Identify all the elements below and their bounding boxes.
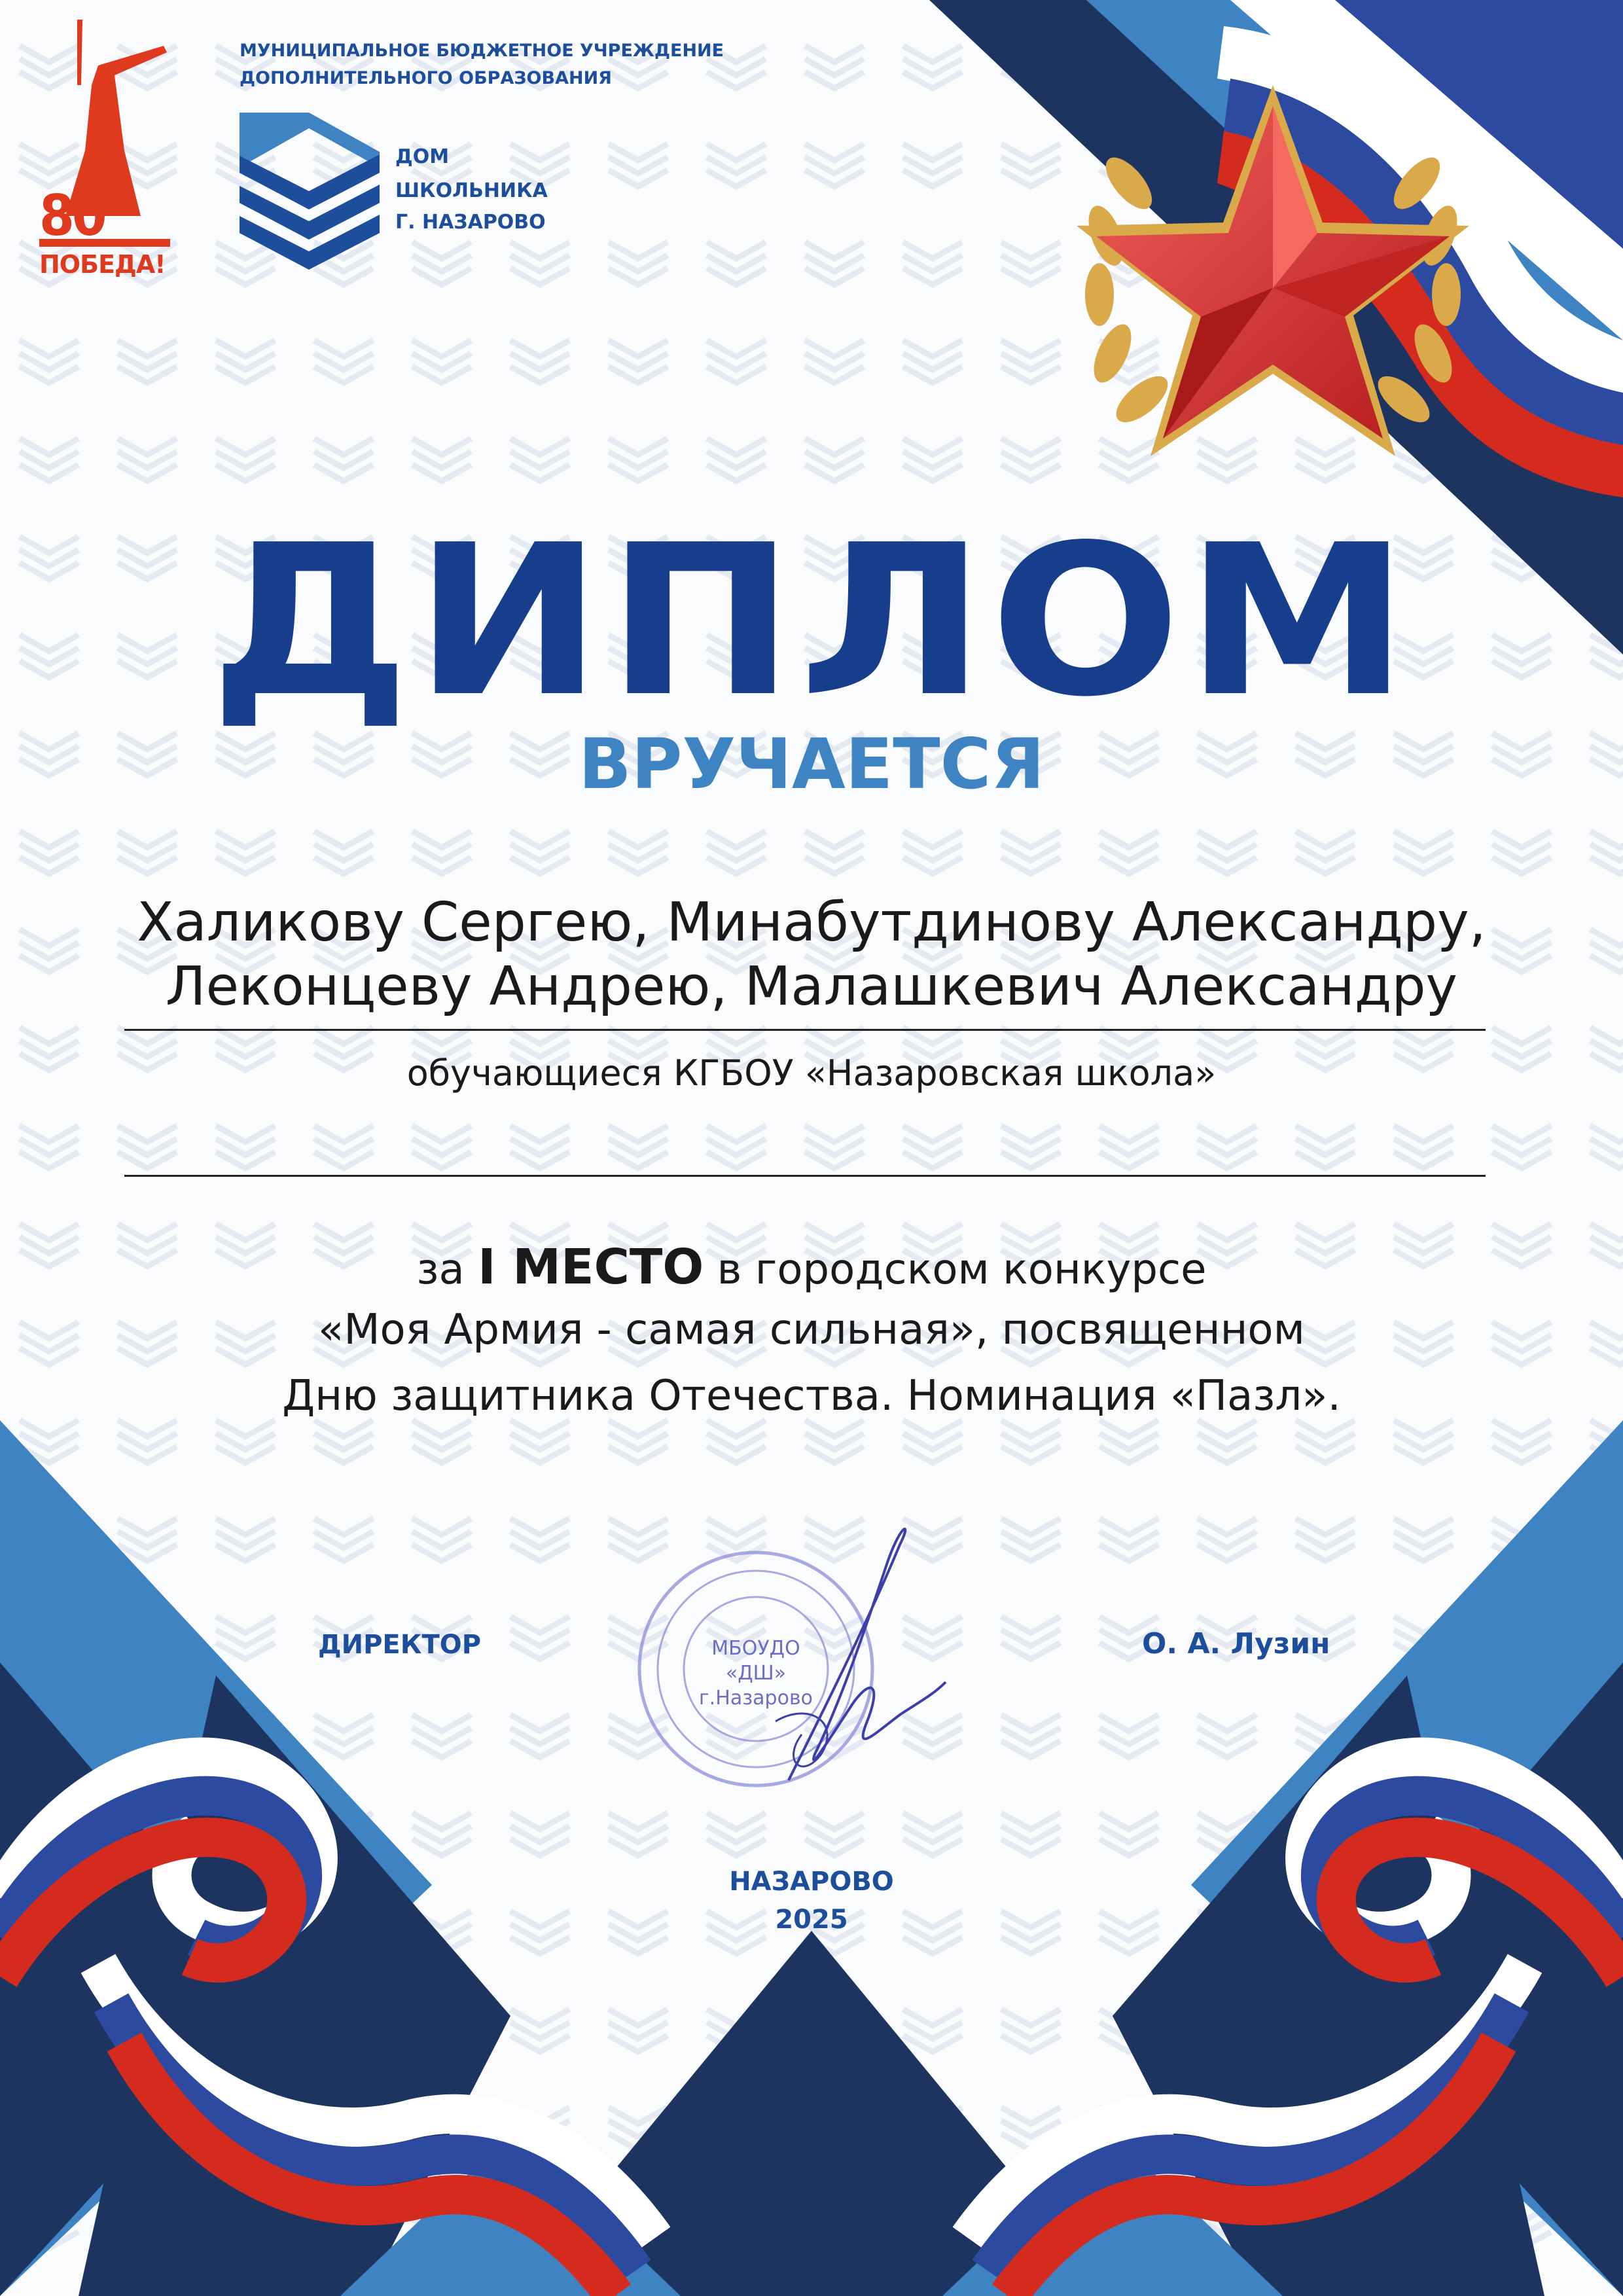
official-stamp [592, 1505, 959, 1806]
jubilee-word: ПОБЕДА! [39, 250, 166, 279]
stamp-center-line2: «ДШ» [725, 1662, 787, 1685]
achievement-suffix: в городском конкурсе [704, 1246, 1207, 1294]
org-type-line1: МУНИЦИПАЛЬНОЕ БЮДЖЕТНОЕ УЧРЕЖДЕНИЕ [240, 41, 724, 61]
institution-underline [124, 1175, 1486, 1177]
org-name-line2: ШКОЛЬНИКА [395, 179, 548, 202]
achievement-line1 [0, 1239, 1623, 1295]
recipients-underline [124, 1029, 1486, 1031]
awarded-subtitle: ВРУЧАЕТСЯ [578, 724, 1045, 804]
diploma-title: ДИПЛОМ [209, 500, 1414, 742]
director-name: О. А. Лузин [1142, 1627, 1330, 1660]
institution-line: обучающиеся КГБОУ «Назаровская школа» [406, 1052, 1217, 1094]
director-label: ДИРЕКТОР [318, 1630, 482, 1660]
achievement-prefix: за [416, 1246, 478, 1294]
jubilee-number: 80 [39, 183, 105, 249]
year-label: 2025 [775, 1905, 848, 1935]
org-name-line1: ДОМ [395, 145, 450, 168]
city-label: НАЗАРОВО [729, 1867, 894, 1897]
recipients-line2: Леконцеву Андрею, Малашкевич Александру [165, 956, 1458, 1018]
stamp-center-line3: г.Назарово [698, 1687, 813, 1710]
recipients-line1: Халикову Сергею, Минабутдинову Александру, [137, 891, 1486, 954]
achievement-line2: «Моя Армия - самая сильная», посвященном [318, 1306, 1305, 1354]
org-name-line3: Г. НАЗАРОВО [395, 211, 546, 234]
achievement-place: I МЕСТО [478, 1239, 704, 1295]
stamp-center-line1: МБОУДО [711, 1637, 800, 1660]
achievement-line3: Дню защитника Отечества. Номинация «Пазл». [282, 1372, 1341, 1420]
org-type-line2: ДОПОЛНИТЕЛЬНОГО ОБРАЗОВАНИЯ [240, 68, 612, 88]
